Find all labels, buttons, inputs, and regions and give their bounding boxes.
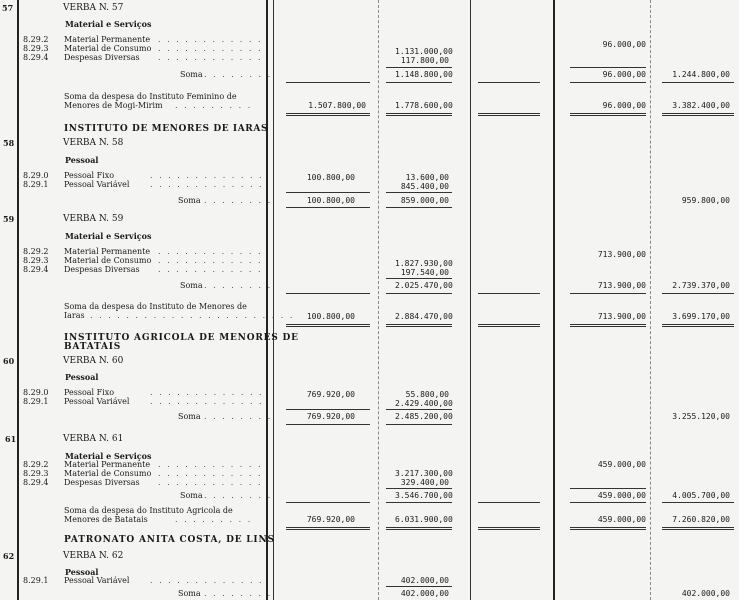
col2-total: 402.000,00 <box>400 589 449 598</box>
col4-value: 459.000,00 <box>597 460 646 469</box>
code: 8.29.3 <box>23 256 49 265</box>
leader-dots: . . . . . . . . <box>204 196 273 205</box>
col2-value: 55.800,00 <box>405 390 449 399</box>
institute-total-label: Menores de Batatais <box>64 515 148 524</box>
column-rule-description <box>266 0 268 600</box>
col2-value: 329.400,00 <box>400 478 449 487</box>
institute-title: INSTITUTO DE MENORES DE IARAS <box>64 124 269 134</box>
row-index: 59 <box>3 214 15 224</box>
leader-dots: . . . . . . . . . . . . . <box>150 180 264 189</box>
grand-rule <box>478 324 540 327</box>
col2-grand: 1.778.600,00 <box>395 101 453 110</box>
sum-rule <box>286 192 370 193</box>
institute-total-label: Iaras <box>64 311 85 320</box>
code: 8.29.2 <box>23 247 49 256</box>
soma-label: Soma <box>178 196 201 205</box>
leader-dots: . . . . . . . . . . . . . <box>150 576 264 585</box>
column-rule-col4 <box>650 0 651 600</box>
sum-rule <box>386 502 452 503</box>
leader-dots: . . . . . . . . <box>204 281 273 290</box>
institute-total-label: Menores de Mogi-Mirim <box>64 101 163 110</box>
col2-grand: 6.031.900,00 <box>395 515 453 524</box>
row-index: 61 <box>5 434 17 444</box>
col5-grand: 3.699.170,00 <box>672 312 730 321</box>
verba-heading: VERBA N. 58 <box>63 138 124 148</box>
leader-dots: . . . . . . . . . . . . . <box>150 388 264 397</box>
code: 8.29.1 <box>23 576 49 585</box>
grand-rule <box>570 527 646 530</box>
grand-rule <box>478 527 540 530</box>
col2-value: 117.800,00 <box>400 56 449 65</box>
group-heading: Pessoal <box>65 567 99 577</box>
col4-value: 713.900,00 <box>597 250 646 259</box>
sum-rule <box>570 67 646 68</box>
leader-dots: . . . . . . . . . . . . <box>158 460 263 469</box>
sum-rule <box>386 586 452 587</box>
sum-rule <box>570 502 646 503</box>
item-label: Despesas Diversas <box>64 265 140 274</box>
item-label: Pessoal Variável <box>64 397 130 406</box>
col5-total: 959.800,00 <box>681 196 730 205</box>
code: 8.29.2 <box>23 35 49 44</box>
col2-value: 2.429.400,00 <box>395 399 453 408</box>
sum-rule <box>286 207 370 208</box>
institute-total-label: Soma da despesa do Instituto de Menores de <box>64 302 247 311</box>
grand-rule <box>286 324 370 327</box>
leader-dots: . . . . . . . . . . . . <box>158 265 263 274</box>
sum-rule <box>386 192 452 193</box>
leader-dots: . . . . . . . . <box>204 589 273 598</box>
leader-dots: . . . . . . . . <box>204 491 273 500</box>
col4-total: 713.900,00 <box>597 281 646 290</box>
leader-dots: . . . . . . . . . . . . <box>158 256 263 265</box>
col1-total: 769.920,00 <box>306 412 355 421</box>
col5-total: 1.244.800,00 <box>672 70 730 79</box>
col2-value: 13.600,00 <box>405 173 449 182</box>
item-label: Material de Consumo <box>64 469 152 478</box>
verba-heading: VERBA N. 59 <box>63 214 124 224</box>
sum-rule <box>386 278 452 279</box>
grand-rule <box>386 113 452 116</box>
sum-rule <box>286 502 370 503</box>
sum-rule <box>286 409 370 410</box>
row-index: 62 <box>3 551 15 561</box>
leader-dots: . . . . . . . . . . . . <box>158 247 263 256</box>
col4-grand: 713.900,00 <box>597 312 646 321</box>
verba-heading: VERBA N. 57 <box>63 3 124 13</box>
grand-rule <box>662 324 734 327</box>
col2-value: 402.000,00 <box>400 576 449 585</box>
leader-dots: . . . . . . . . . . . . . <box>150 397 264 406</box>
column-rule-col2 <box>470 0 471 600</box>
sum-rule <box>662 502 734 503</box>
code: 8.29.3 <box>23 469 49 478</box>
item-label: Despesas Diversas <box>64 53 140 62</box>
sum-rule <box>386 293 452 294</box>
sum-rule <box>478 82 540 83</box>
code: 8.29.4 <box>23 265 49 274</box>
col1-total: 100.800,00 <box>306 196 355 205</box>
sum-rule <box>570 82 646 83</box>
group-heading: Material e Serviços <box>65 231 152 241</box>
col4-value: 96.000,00 <box>602 40 646 49</box>
sum-rule <box>286 82 370 83</box>
leader-dots: . . . . . . . . . . . . <box>158 53 263 62</box>
leader-dots: . . . . . . . . . . . . <box>158 35 263 44</box>
group-heading: Pessoal <box>65 155 99 165</box>
grand-rule <box>570 324 646 327</box>
verba-heading: VERBA N. 62 <box>63 551 124 561</box>
code: 8.29.4 <box>23 478 49 487</box>
soma-label: Soma <box>180 70 203 79</box>
sum-rule <box>386 424 452 425</box>
row-index: 58 <box>3 138 15 148</box>
sum-rule <box>286 424 370 425</box>
sum-rule <box>386 67 452 68</box>
leader-dots: . . . . . . . . . <box>175 515 253 524</box>
code: 8.29.0 <box>23 388 49 397</box>
col2-total: 1.148.800,00 <box>395 70 453 79</box>
soma-label: Soma <box>180 281 203 290</box>
institute-total-label: Soma da despesa do Instituto Feminino de <box>64 92 237 101</box>
soma-label: Soma <box>178 412 201 421</box>
col2-total: 859.000,00 <box>400 196 449 205</box>
col1-value: 100.800,00 <box>306 173 355 182</box>
code: 8.29.1 <box>23 180 49 189</box>
group-heading: Material e Serviços <box>65 19 152 29</box>
verba-heading: VERBA N. 60 <box>63 356 124 366</box>
col4-total: 459.000,00 <box>597 491 646 500</box>
col1-grand: 1.507.800,00 <box>308 101 366 110</box>
item-label: Pessoal Variável <box>64 576 130 585</box>
row-index: 60 <box>3 356 15 366</box>
code: 8.29.2 <box>23 460 49 469</box>
grand-rule <box>286 527 370 530</box>
col5-grand: 3.382.400,00 <box>672 101 730 110</box>
sum-rule <box>386 207 452 208</box>
col1-grand: 769.920,00 <box>306 515 355 524</box>
col2-value: 3.217.300,00 <box>395 469 453 478</box>
item-label: Material Permanente <box>64 460 151 469</box>
col5-total: 4.005.700,00 <box>672 491 730 500</box>
sum-rule <box>570 488 646 489</box>
item-label: Pessoal Variável <box>64 180 130 189</box>
leader-dots: . . . . . . . . . . . . <box>158 478 263 487</box>
item-label: Despesas Diversas <box>64 478 140 487</box>
column-rule-col3 <box>553 0 555 600</box>
col5-total: 402.000,00 <box>681 589 730 598</box>
item-label: Pessoal Fixo <box>64 388 115 397</box>
col1-grand: 100.800,00 <box>306 312 355 321</box>
grand-rule <box>662 113 734 116</box>
leader-dots: . . . . . . . . . . . . <box>158 469 263 478</box>
leader-dots: . . . . . . . . <box>204 70 273 79</box>
grand-rule <box>286 113 370 116</box>
sum-rule <box>662 82 734 83</box>
institute-title: PATRONATO ANITA COSTA, DE LINS <box>64 535 275 545</box>
code: 8.29.0 <box>23 171 49 180</box>
grand-rule <box>662 527 734 530</box>
leader-dots: . . . . . . . . . . . . <box>158 44 263 53</box>
sum-rule <box>386 488 452 489</box>
soma-label: Soma <box>180 491 203 500</box>
col2-value: 845.400,00 <box>400 182 449 191</box>
code: 8.29.1 <box>23 397 49 406</box>
col4-grand: 459.000,00 <box>597 515 646 524</box>
item-label: Material Permanente <box>64 247 151 256</box>
sum-rule <box>386 409 452 410</box>
code: 8.29.3 <box>23 44 49 53</box>
code: 8.29.4 <box>23 53 49 62</box>
grand-rule <box>570 113 646 116</box>
sum-rule <box>570 293 646 294</box>
column-rule-index <box>17 0 19 600</box>
col5-grand: 7.260.820,00 <box>672 515 730 524</box>
item-label: Material Permanente <box>64 35 151 44</box>
group-heading: Pessoal <box>65 372 99 382</box>
column-rule-description-2 <box>273 0 274 600</box>
col2-value: 197.540,00 <box>400 268 449 277</box>
leader-dots: . . . . . . . . <box>204 412 273 421</box>
row-index: 57 <box>2 3 14 13</box>
grand-rule <box>478 113 540 116</box>
grand-rule <box>386 527 452 530</box>
col4-grand: 96.000,00 <box>602 101 646 110</box>
leader-dots: . . . . . . . . . . . . . <box>150 171 264 180</box>
sum-rule <box>286 293 370 294</box>
leader-dots: . . . . . . . . . . . . . . . . . . . . . . . <box>90 311 295 320</box>
col5-total: 3.255.120,00 <box>672 412 730 421</box>
sum-rule <box>662 293 734 294</box>
item-label: Pessoal Fixo <box>64 171 115 180</box>
col2-value: 1.827.930,00 <box>395 259 453 268</box>
item-label: Material de Consumo <box>64 256 152 265</box>
col4-total: 96.000,00 <box>602 70 646 79</box>
institute-title: BATATAIS <box>64 342 122 352</box>
column-rule-col1 <box>378 0 379 600</box>
institute-title: INSTITUTO AGRICOLA DE MENORES DE <box>64 333 299 343</box>
col5-total: 2.739.370,00 <box>672 281 730 290</box>
sum-rule <box>478 293 540 294</box>
item-label: Material de Consumo <box>64 44 152 53</box>
group-heading: Material e Serviços <box>65 451 152 461</box>
col2-total: 2.025.470,00 <box>395 281 453 290</box>
sum-rule <box>386 82 452 83</box>
soma-label: Soma <box>178 589 201 598</box>
sum-rule <box>478 502 540 503</box>
col2-value: 1.131.000,00 <box>395 47 453 56</box>
col2-grand: 2.884.470,00 <box>395 312 453 321</box>
col1-value: 769.920,00 <box>306 390 355 399</box>
institute-total-label: Soma da despesa do Instituto Agricola de <box>64 506 233 515</box>
leader-dots: . . . . . . . . . <box>175 101 253 110</box>
grand-rule <box>386 324 452 327</box>
col2-total: 3.546.700,00 <box>395 491 453 500</box>
verba-heading: VERBA N. 61 <box>63 434 124 444</box>
col2-total: 2.485.200,00 <box>395 412 453 421</box>
